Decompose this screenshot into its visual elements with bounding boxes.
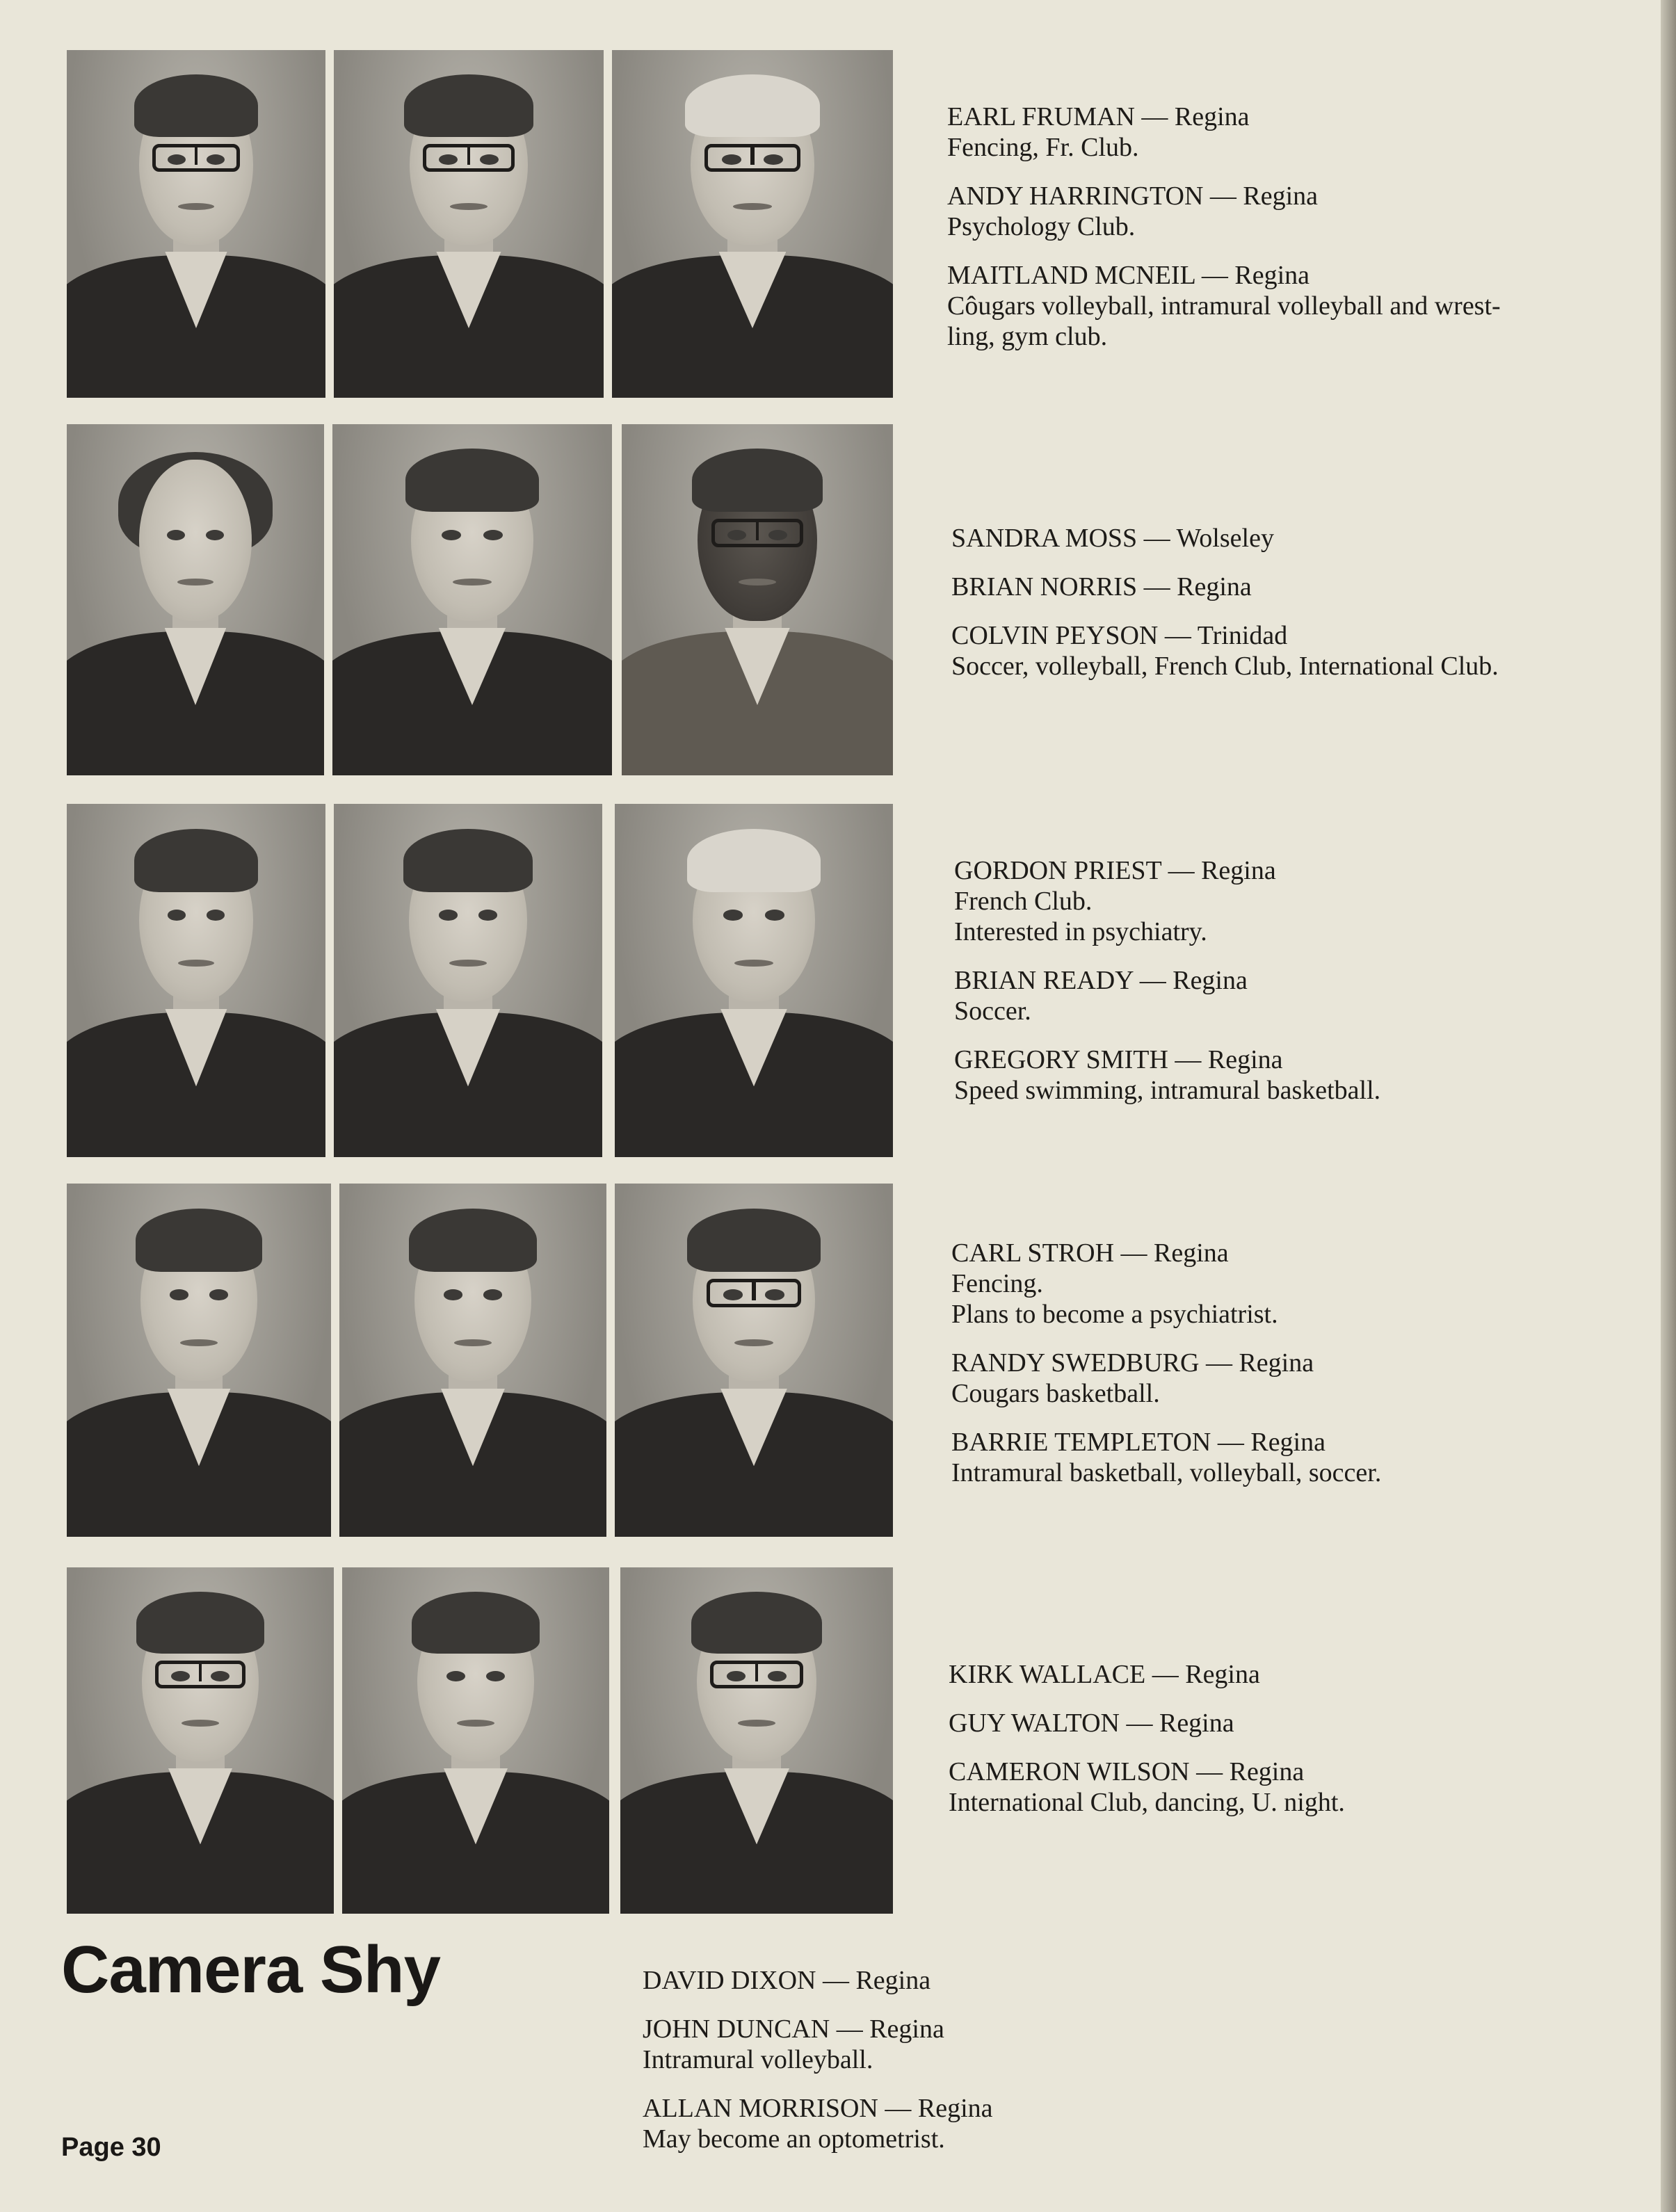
portrait-photo: [612, 50, 893, 398]
student-entry: [949, 1659, 1588, 1690]
student-entry: [954, 855, 1594, 947]
student-activities: Soccer.: [954, 996, 1031, 1026]
name-separator: —: [1126, 1709, 1153, 1738]
portrait-photo: [67, 1567, 334, 1914]
student-name: DAVID DIXON: [643, 1966, 816, 1995]
student-entry: [951, 523, 1591, 554]
student-name: ANDY HARRINGTON: [947, 181, 1204, 211]
name-separator: —: [1205, 1348, 1232, 1378]
portrait-photo: [615, 1184, 893, 1537]
name-separator: —: [885, 2094, 912, 2123]
caption-block-row-4: [951, 1238, 1591, 1506]
student-activities: Cougars basketball.: [951, 1379, 1160, 1408]
student-name: BRIAN NORRIS: [951, 572, 1138, 602]
student-hometown: Regina: [869, 2015, 944, 2044]
portrait-photo: [620, 1567, 893, 1914]
student-activities: Côugars volleyball, intramural volleyball and wrest-: [947, 291, 1501, 321]
student-entry: [643, 2093, 1268, 2154]
camera-shy-list: [643, 1965, 1268, 2172]
portrait-photo: [622, 424, 893, 775]
glasses-icon: [704, 144, 800, 172]
name-separator: —: [822, 1966, 849, 1995]
name-separator: —: [836, 2015, 863, 2044]
student-entry: [947, 102, 1587, 163]
student-entry: [951, 1238, 1591, 1330]
student-name: COLVIN PEYSON: [951, 621, 1159, 650]
student-hometown: Regina: [1239, 1348, 1314, 1378]
student-name: JOHN DUNCAN: [643, 2015, 830, 2044]
name-separator: —: [1143, 524, 1170, 553]
portrait-photo: [67, 424, 324, 775]
student-activities: French Club.: [954, 887, 1093, 916]
student-name: BARRIE TEMPLETON: [951, 1428, 1211, 1457]
student-activities: Intramural volleyball.: [643, 2045, 873, 2074]
name-separator: —: [1139, 966, 1166, 995]
student-hometown: Wolseley: [1176, 524, 1274, 553]
portrait-photo: [67, 804, 325, 1157]
student-activities: Intramural basketball, volleyball, soccer.: [951, 1458, 1382, 1487]
portrait-photo: [615, 804, 893, 1157]
student-name: BRIAN READY: [954, 966, 1134, 995]
page-edge: [1661, 0, 1676, 2212]
student-entry: [951, 1427, 1591, 1488]
name-separator: —: [1175, 1045, 1202, 1074]
portrait-photo: [67, 50, 325, 398]
student-activities: International Club, dancing, U. night.: [949, 1788, 1345, 1817]
student-entry: [949, 1708, 1588, 1738]
portrait-photo: [334, 804, 602, 1157]
name-separator: —: [1201, 261, 1228, 290]
name-separator: —: [1152, 1660, 1179, 1689]
student-name: GORDON PRIEST: [954, 856, 1162, 885]
student-hometown: Regina: [1159, 1709, 1234, 1738]
caption-block-row-5: [949, 1659, 1588, 1836]
page-number: Page 30: [61, 2133, 161, 2162]
name-separator: —: [1141, 102, 1168, 131]
glasses-icon: [423, 144, 515, 172]
student-hometown: Regina: [1201, 856, 1276, 885]
student-hometown: Regina: [1174, 102, 1250, 131]
name-separator: —: [1120, 1238, 1147, 1268]
caption-block-row-3: [954, 855, 1594, 1124]
student-hometown: Regina: [1185, 1660, 1260, 1689]
glasses-icon: [711, 519, 804, 547]
student-hometown: Regina: [1173, 966, 1248, 995]
student-hometown: Regina: [1250, 1428, 1326, 1457]
portrait-photo: [67, 1184, 331, 1537]
student-hometown: Regina: [1177, 572, 1252, 602]
student-entry: [954, 965, 1594, 1026]
student-entry: [643, 2014, 1268, 2075]
student-entry: [951, 620, 1591, 681]
portrait-photo: [339, 1184, 606, 1537]
caption-block-row-1: [947, 102, 1587, 370]
student-activities: Plans to become a psychiatrist.: [951, 1300, 1278, 1329]
student-name: ALLAN MORRISON: [643, 2094, 878, 2123]
student-hometown: Regina: [855, 1966, 931, 1995]
student-hometown: Regina: [1234, 261, 1310, 290]
student-activities: ling, gym club.: [947, 322, 1108, 351]
glasses-icon: [155, 1661, 246, 1688]
student-entry: [954, 1044, 1594, 1106]
student-name: GUY WALTON: [949, 1709, 1120, 1738]
student-entry: [947, 181, 1587, 242]
student-name: SANDRA MOSS: [951, 524, 1138, 553]
student-entry: [951, 1348, 1591, 1409]
student-activities: May become an optometrist.: [643, 2124, 945, 2154]
student-entry: [949, 1757, 1588, 1818]
student-hometown: Trinidad: [1197, 621, 1288, 650]
student-activities: Fencing, Fr. Club.: [947, 133, 1139, 162]
student-name: RANDY SWEDBURG: [951, 1348, 1200, 1378]
student-activities: Psychology Club.: [947, 212, 1136, 241]
name-separator: —: [1168, 856, 1195, 885]
caption-block-row-2: [951, 523, 1591, 700]
student-name: MAITLAND MCNEIL: [947, 261, 1195, 290]
student-entry: [947, 260, 1587, 352]
name-separator: —: [1209, 181, 1236, 211]
student-hometown: Regina: [1229, 1757, 1305, 1786]
student-activities: Fencing.: [951, 1269, 1043, 1298]
student-hometown: Regina: [1154, 1238, 1229, 1268]
glasses-icon: [707, 1279, 801, 1307]
student-hometown: Regina: [1207, 1045, 1283, 1074]
camera-shy-heading: Camera Shy: [61, 1932, 440, 2007]
portrait-photo: [342, 1567, 609, 1914]
student-name: GREGORY SMITH: [954, 1045, 1168, 1074]
student-activities: Soccer, volleyball, French Club, International Club.: [951, 652, 1499, 681]
student-name: CARL STROH: [951, 1238, 1115, 1268]
portrait-photo: [332, 424, 612, 775]
student-hometown: Regina: [917, 2094, 993, 2123]
student-hometown: Regina: [1243, 181, 1319, 211]
student-activities: Interested in psychiatry.: [954, 917, 1207, 946]
student-name: EARL FRUMAN: [947, 102, 1135, 131]
student-name: KIRK WALLACE: [949, 1660, 1146, 1689]
student-entry: [643, 1965, 1268, 1996]
portrait-photo: [334, 50, 604, 398]
glasses-icon: [710, 1661, 803, 1688]
name-separator: —: [1143, 572, 1170, 602]
student-entry: [951, 572, 1591, 602]
student-name: CAMERON WILSON: [949, 1757, 1190, 1786]
glasses-icon: [152, 144, 240, 172]
name-separator: —: [1196, 1757, 1223, 1786]
name-separator: —: [1164, 621, 1191, 650]
name-separator: —: [1217, 1428, 1244, 1457]
student-activities: Speed swimming, intramural basketball.: [954, 1076, 1381, 1105]
